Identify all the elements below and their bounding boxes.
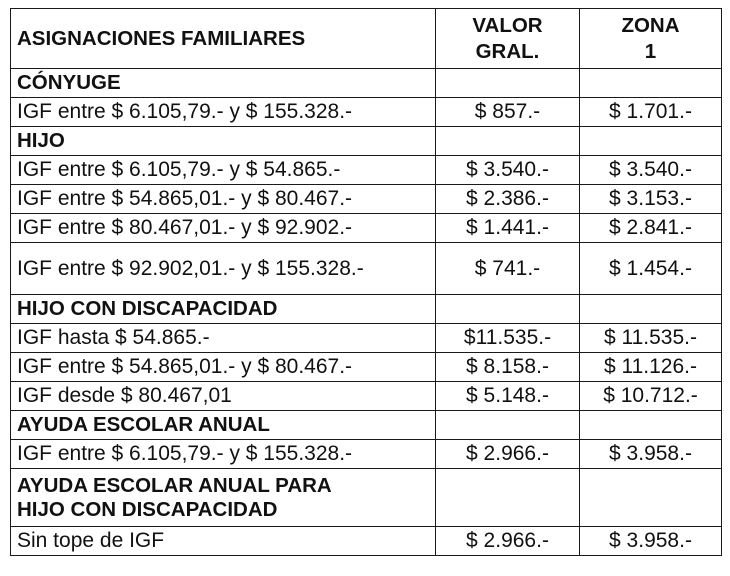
table-row [11, 243, 722, 295]
income-range-cell [11, 98, 436, 127]
general-value-cell [436, 98, 580, 127]
zone-1-value: $ 2.841.- [609, 216, 692, 239]
general-value-cell [436, 243, 580, 295]
section-title: HIJO CON DISCAPACIDAD [17, 297, 278, 320]
zone-1-value: $ 11.126.- [603, 355, 697, 378]
zone-1-value-cell [580, 156, 722, 185]
general-value-cell [436, 440, 580, 469]
section-title: CÓNYUGE [17, 71, 121, 94]
general-value-cell [436, 69, 580, 98]
zone-1-value-cell [580, 295, 722, 324]
general-value-cell [436, 127, 580, 156]
zone-1-value-cell [580, 324, 722, 353]
header-zone-line2: 1 [644, 39, 657, 63]
table-row [11, 527, 722, 556]
header-general-line2: GRAL. [475, 39, 540, 63]
general-value-cell [436, 469, 580, 527]
general-value: $ 8.158.- [466, 355, 549, 378]
income-range-label: IGF hasta $ 54.865.- [17, 326, 210, 349]
zone-1-value: $ 1.701.- [609, 100, 692, 123]
general-value-cell [436, 353, 580, 382]
general-value-cell [436, 185, 580, 214]
income-range-cell [11, 527, 436, 556]
table-row [11, 156, 722, 185]
income-range-label: IGF entre $ 6.105,79.- y $ 155.328.- [17, 442, 353, 465]
section-title-cell [11, 295, 436, 324]
general-value: $ 3.540.- [466, 158, 549, 181]
general-value: $ 741.- [474, 256, 541, 280]
income-range-cell [11, 243, 436, 295]
general-value: $ 2.966.- [466, 442, 549, 465]
zone-1-value: $ 3.540.- [609, 158, 692, 181]
general-value: $11.535.- [463, 326, 552, 349]
income-range-label: IGF entre $ 80.467,01.- y $ 92.902.- [17, 216, 353, 239]
section-title-cell [11, 411, 436, 440]
income-range-label: IGF entre $ 6.105,79.- y $ 155.328.- [17, 100, 353, 123]
income-range-cell [11, 214, 436, 243]
section-row [11, 69, 722, 98]
income-range-cell [11, 440, 436, 469]
income-range-label: IGF desde $ 80.467,01 [17, 384, 232, 407]
zone-1-value-cell [580, 353, 722, 382]
income-range-cell [11, 185, 436, 214]
table-body [11, 9, 722, 556]
zone-1-value: $ 3.153.- [609, 187, 692, 210]
zone-1-value-cell [580, 469, 722, 527]
section-title-cell [11, 69, 436, 98]
header-zone-line1: ZONA [621, 13, 680, 37]
general-value-cell [436, 382, 580, 411]
income-range-label: IGF entre $ 6.105,79.- y $ 54.865.- [17, 158, 341, 181]
zone-1-value-cell [580, 411, 722, 440]
header-row [11, 9, 722, 69]
income-range-cell [11, 382, 436, 411]
section-row [11, 469, 722, 527]
section-title-cell [11, 127, 436, 156]
table-row [11, 440, 722, 469]
zone-1-value-cell [580, 214, 722, 243]
zone-1-value-cell [580, 98, 722, 127]
income-range-cell [11, 353, 436, 382]
income-range-label: IGF entre $ 54.865,01.- y $ 80.467.- [17, 355, 353, 378]
section-title: AYUDA ESCOLAR ANUAL [17, 413, 270, 436]
section-row [11, 295, 722, 324]
table-row [11, 98, 722, 127]
section-title-cell [11, 469, 436, 527]
general-value-cell [436, 214, 580, 243]
zone-1-value: $ 1.454.- [609, 256, 692, 280]
zone-1-value-cell [580, 127, 722, 156]
income-range-label: IGF entre $ 54.865,01.- y $ 80.467.- [17, 187, 353, 210]
general-value: $ 2.966.- [466, 529, 549, 552]
income-range-cell [11, 156, 436, 185]
zone-1-value: $ 3.958.- [609, 442, 692, 465]
general-value: $ 2.386.- [466, 187, 549, 210]
header-zone-1 [580, 9, 722, 69]
zone-1-value-cell [580, 527, 722, 556]
table-row [11, 382, 722, 411]
zone-1-value: $ 11.535.- [603, 326, 697, 349]
table-row [11, 324, 722, 353]
header-general-line1: VALOR [472, 13, 543, 37]
section-row [11, 411, 722, 440]
section-title-line2: HIJO CON DISCAPACIDAD [17, 497, 278, 521]
general-value-cell [436, 156, 580, 185]
zone-1-value-cell [580, 69, 722, 98]
zone-1-value-cell [580, 185, 722, 214]
table-row [11, 185, 722, 214]
general-value-cell [436, 527, 580, 556]
general-value: $ 5.148.- [466, 384, 549, 407]
income-range-label: IGF entre $ 92.902,01.- y $ 155.328.- [17, 256, 364, 280]
section-row [11, 127, 722, 156]
general-value-cell [436, 324, 580, 353]
section-title: HIJO [17, 129, 65, 152]
section-title: AYUDA ESCOLAR ANUAL PARA [17, 473, 332, 497]
table-row [11, 353, 722, 382]
header-general-value [436, 9, 580, 69]
header-concept-label: ASIGNACIONES FAMILIARES [17, 26, 306, 50]
allowances-table [10, 8, 722, 556]
zone-1-value: $ 3.958.- [609, 529, 692, 552]
income-range-cell [11, 324, 436, 353]
general-value-cell [436, 411, 580, 440]
income-range-label: Sin tope de IGF [17, 529, 165, 552]
table-row [11, 214, 722, 243]
general-value: $ 1.441.- [466, 216, 549, 239]
zone-1-value-cell [580, 243, 722, 295]
general-value-cell [436, 295, 580, 324]
zone-1-value: $ 10.712.- [603, 384, 698, 407]
zone-1-value-cell [580, 382, 722, 411]
general-value: $ 857.- [474, 100, 541, 123]
header-concept [11, 9, 436, 69]
zone-1-value-cell [580, 440, 722, 469]
